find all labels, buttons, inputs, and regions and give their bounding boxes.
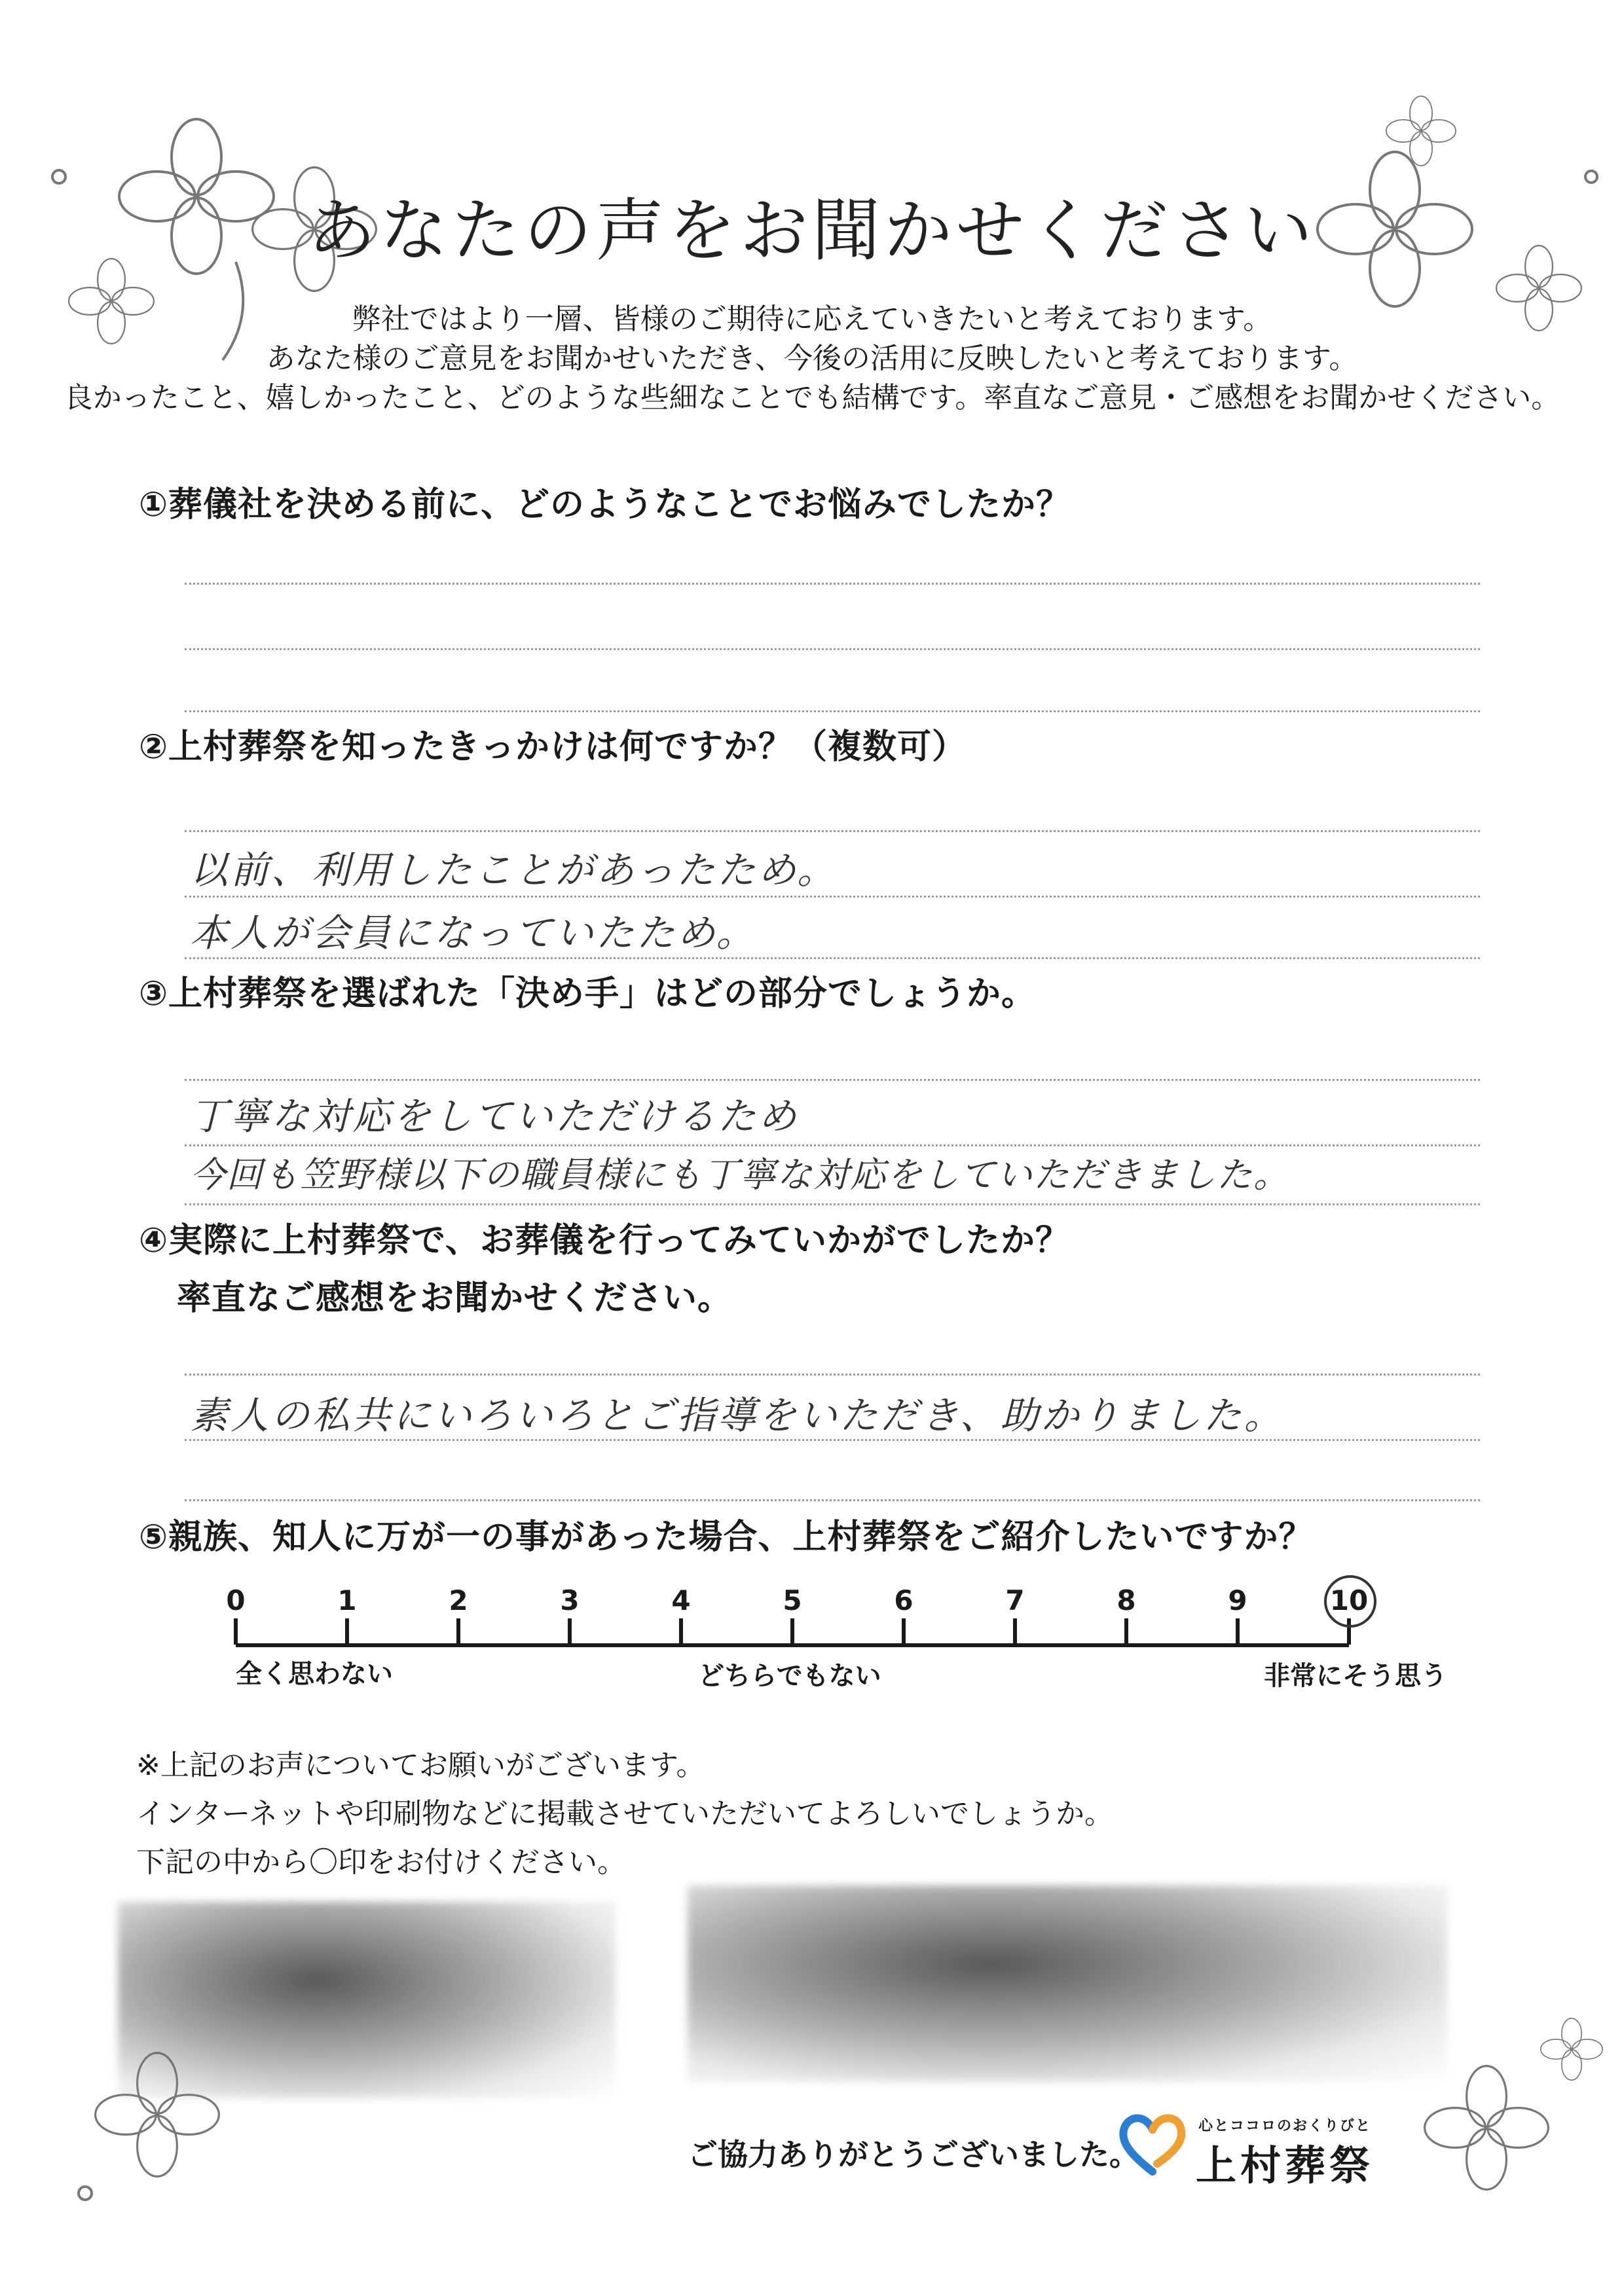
scale-tick-label: 3 (560, 1584, 580, 1616)
scale-tick-label: 10 (1329, 1584, 1369, 1616)
scale-tick-label: 5 (783, 1584, 802, 1616)
handwritten-answer: 素人の私共にいろいろとご指導をいただき、助かりました。 (190, 1393, 1285, 1438)
scale-tick-label: 8 (1116, 1584, 1136, 1616)
handwritten-answer: 以前、利用したことがあったため。 (190, 848, 838, 892)
scale-tick (234, 1618, 238, 1645)
scale-tick-label: 6 (894, 1584, 913, 1616)
scale-tick (1236, 1618, 1240, 1645)
consent-note-3: 下記の中から〇印をお付けください。 (136, 1846, 626, 1879)
question-3: ③上村葬祭を選ばれた「決め手」はどの部分でしょうか。 (139, 974, 1037, 1013)
answer-line (185, 830, 1480, 832)
answer-line (185, 1499, 1480, 1501)
rating-scale (216, 1584, 1395, 1663)
scale-label-low: 全く思わない (236, 1659, 393, 1689)
scale-tick-label: 2 (449, 1584, 468, 1616)
answer-line (185, 1079, 1480, 1081)
scale-tick (456, 1618, 460, 1645)
answer-line (185, 896, 1480, 898)
handwritten-answer: 丁寧な対応をしていただけるため (190, 1094, 800, 1139)
answer-line (185, 1203, 1480, 1205)
scale-tick (345, 1618, 349, 1645)
handwritten-answer: 今回も笠野様以下の職員様にも丁寧な対応をしていただきました。 (190, 1154, 1290, 1195)
answer-line (185, 1144, 1480, 1146)
question-2: ②上村葬祭を知ったきっかけは何ですか？（複数可） (139, 727, 967, 767)
answer-line (185, 1374, 1480, 1376)
answer-line (185, 957, 1480, 959)
scale-tick (902, 1618, 906, 1645)
question-5: ⑤親族、知人に万が一の事があった場合、上村葬祭をご紹介したいですか？ (139, 1518, 1314, 1557)
answer-line (185, 710, 1480, 712)
answer-line (185, 583, 1480, 585)
handwritten-answer: 本人が会員になっていたため。 (190, 911, 757, 955)
selected-rating-circle (1324, 1575, 1376, 1628)
redacted-area (688, 1886, 1447, 2082)
logo-tagline: 心とココロのおくりびと (1198, 2118, 1372, 2134)
scale-tick-label: 4 (671, 1584, 691, 1616)
heart-logo-icon (1116, 2111, 1189, 2177)
page-title: あなたの声をお聞かせください (307, 191, 1316, 270)
intro-line-3: 良かったこと、嬉しかったこと、どのような些細なことでも結構です。率直なご意見・ご感想をお聞かせください。 (64, 381, 1560, 414)
scale-tick (1013, 1618, 1017, 1645)
scale-tick (568, 1618, 572, 1645)
scale-label-mid: どちらでもない (698, 1661, 881, 1691)
answer-line (185, 648, 1480, 650)
thanks-message: ご協力ありがとうございました。 (688, 2137, 1139, 2172)
scale-tick-label: 0 (226, 1584, 246, 1616)
question-4-subline: 率直なご感想をお聞かせください。 (177, 1279, 733, 1318)
question-4: ④実際に上村葬祭で、お葬儀を行ってみていかがでしたか？ (139, 1221, 1070, 1260)
logo-name: 上村葬祭 (1196, 2141, 1375, 2189)
clover-icon (1425, 2066, 1549, 2190)
intro-line-1: 弊社ではより一層、皆様のご期待に応えていきたいと考えております。 (352, 302, 1272, 336)
redacted-area (118, 1902, 616, 2098)
consent-note-1: ※上記のお声についてお願いがございます。 (136, 1749, 705, 1782)
question-1: ①葬儀社を決める前に、どのようなことでお悩みでしたか？ (139, 485, 1071, 524)
scale-tick-label: 7 (1005, 1584, 1025, 1616)
clover-icon (1541, 2018, 1602, 2080)
intro-line-2: あなた様のご意見をお聞かせいただき、今後の活用に反映したいと考えております。 (266, 342, 1358, 375)
scale-label-high: 非常にそう思う (1264, 1661, 1447, 1691)
scale-tick (679, 1618, 683, 1645)
scale-tick (1124, 1618, 1128, 1645)
consent-note-2: インターネットや印刷物などに掲載させていただいてよろしいでしょうか。 (136, 1797, 1114, 1831)
clover-icon (1386, 96, 1456, 166)
scale-tick (790, 1618, 794, 1645)
scale-tick-label: 1 (337, 1584, 357, 1616)
scale-tick-label: 9 (1228, 1584, 1247, 1616)
